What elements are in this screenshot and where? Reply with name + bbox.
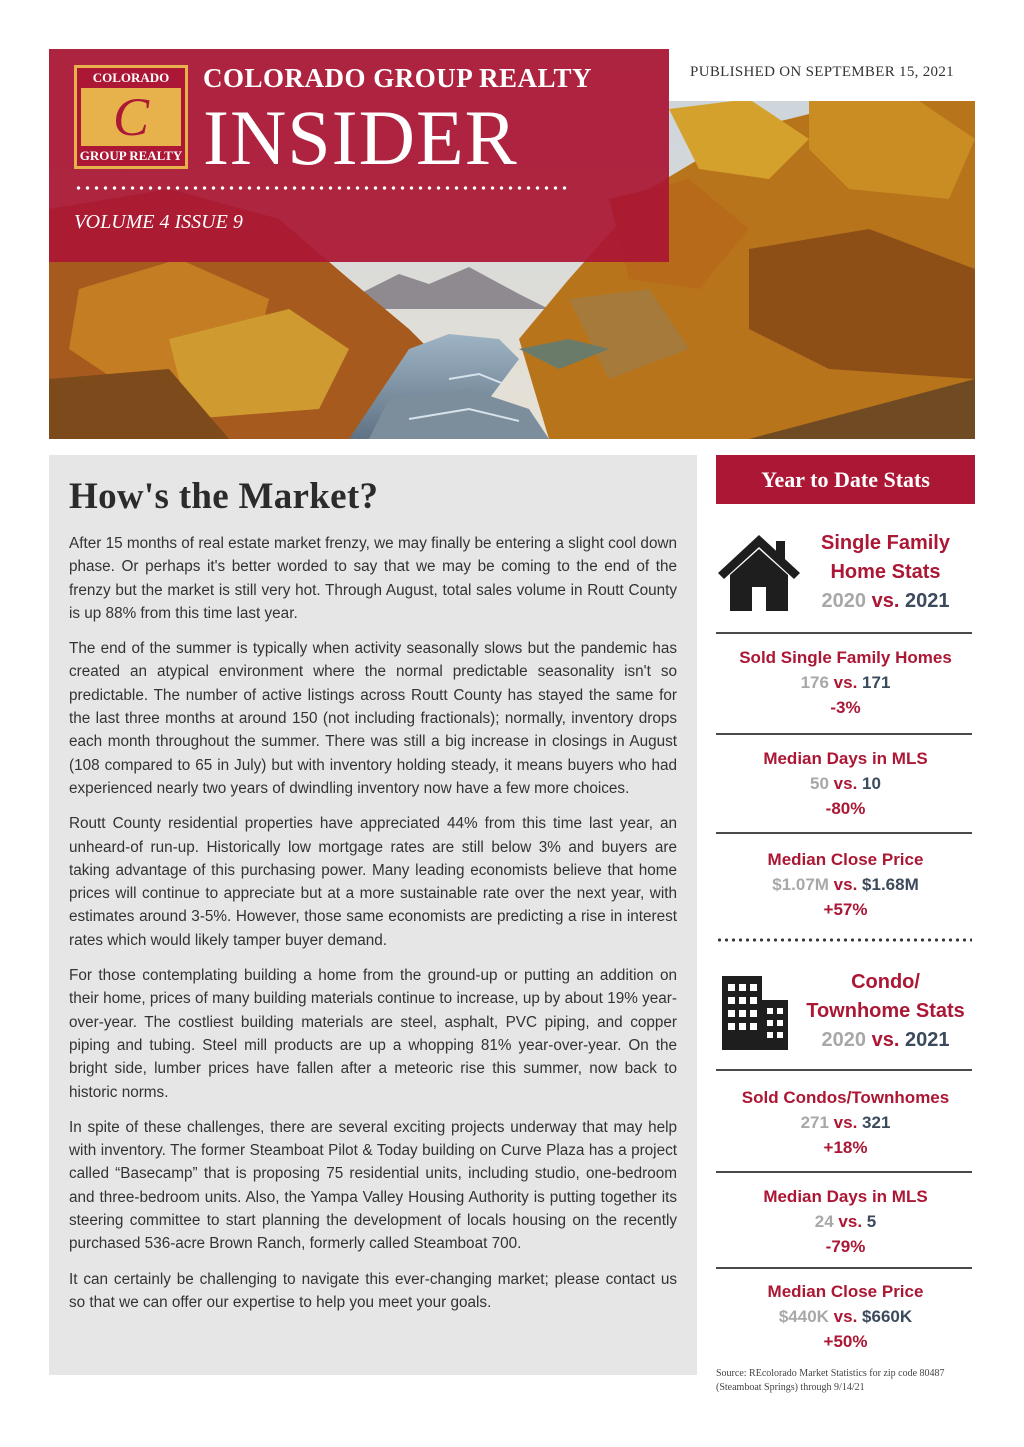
stat-label: Median Days in MLS	[763, 749, 928, 768]
divider	[716, 733, 972, 735]
divider	[716, 632, 972, 634]
volume-issue: VOLUME 4 ISSUE 9	[74, 211, 243, 233]
condo-stat-days	[716, 1184, 975, 1259]
article-heading: How's the Market?	[69, 476, 379, 517]
ytd-stats-sidebar	[716, 455, 975, 1351]
stat-change: -3%	[830, 698, 861, 717]
market-article	[49, 455, 697, 1375]
stat-values	[716, 771, 975, 796]
value-2020: $1.07M	[772, 875, 829, 894]
stat-label: Median Close Price	[767, 1282, 924, 1301]
stat-label: Median Days in MLS	[763, 1187, 928, 1206]
value-2021: $1.68M	[862, 875, 919, 894]
article-paragraph: In spite of these challenges, there are several exciting projects underway that may help with inventory. The former Steamboat Pilot & Today building on Curve Plaza has a project called “Basecamp” that is proposing 75 residential units, including studio, one-bedroom and three-bedroom units. Also, the Yampa Valley Housing Authority is putting together its steering committee to start planning the development of locals housing on the recently purchased 536-acre Brown Ranch, formerly called Steamboat 700.	[69, 1118, 677, 1253]
brand-name: COLORADO GROUP REALTY	[203, 63, 593, 93]
single-family-title-line1: Single Family	[821, 532, 950, 554]
sf-stat-sold	[716, 645, 975, 720]
value-2021: 10	[862, 774, 881, 793]
vs-label: vs.	[833, 1307, 858, 1326]
divider	[716, 1267, 972, 1269]
source-note: Source: REcolorado Market Statistics for zip code 80487 (Steamboat Springs) through 9/14/21	[716, 1368, 945, 1393]
condo-title-line2: Townhome Stats	[806, 1000, 965, 1022]
condo-years	[796, 1026, 975, 1055]
value-2021: $660K	[862, 1307, 913, 1326]
company-logo	[74, 65, 188, 169]
value-2020: 24	[814, 1212, 834, 1231]
value-2021: 321	[862, 1113, 891, 1132]
divider	[716, 1171, 972, 1173]
article-paragraph: The end of the summer is typically when activity seasonally slows but the pandemic has created an atypical environment where the normal predictable seasonality isn't so predictable. The number of active listings across Routt County has stayed the same for the last three months at around 150 (not including fractionals); normally, inventory drops each month throughout the summer. There was still a big increase in closings in August (108 compared to 65 in July) but with inventory holding steady, it means buyers who had experienced nearly two years of dwindling inventory now have a few more choices.	[69, 640, 677, 797]
stat-label: Sold Condos/Townhomes	[741, 1088, 950, 1107]
vs-label: vs.	[833, 673, 858, 692]
condo-header	[716, 968, 975, 1063]
stat-change: -79%	[825, 1237, 866, 1256]
vs-label: vs.	[833, 1113, 858, 1132]
masthead-banner	[49, 49, 669, 262]
building-icon	[716, 972, 796, 1052]
hero-banner	[49, 49, 975, 439]
year-2020: 2020	[821, 590, 867, 612]
article-paragraph: Routt County residential properties have appreciated 44% from this time last year, an unheard-of run-up. Historically low mortgage rates are still below 3% and buyers are taking advantage of this purchasing power. Many leading economists believe that home prices will continue to appreciate but at a more sustainable rate over the next year, with estimates around 3-5%. However, those same economists are predicting a rise in interest rates which would likely tamper buyer demand.	[69, 815, 677, 949]
house-icon	[716, 531, 802, 615]
logo-top-text: COLORADO	[92, 70, 170, 85]
stat-values	[716, 1209, 975, 1234]
single-family-title-line2: Home Stats	[830, 561, 941, 583]
article-paragraph: For those contemplating building a home from the ground-up or putting an addition on their home, prices of many building materials continue to increase, up by about 19% year-over-year. The costliest building materials are steel, asphalt, PVC piping, and copper piping and tubing. Steel mill products are up a whopping 81% year-over-year. On the bright side, lumber prices have fallen after a meteoric rise this summer, now back to historic norms.	[69, 967, 677, 1101]
value-2020: 271	[800, 1113, 829, 1132]
single-family-header	[716, 529, 975, 624]
vs-label: vs.	[871, 590, 900, 612]
condo-title-line1: Condo/	[851, 971, 920, 993]
sf-stat-price	[716, 847, 975, 922]
sidebar-heading: Year to Date Stats	[716, 455, 975, 504]
newsletter-title: INSIDER	[203, 94, 518, 181]
article-paragraph: It can certainly be challenging to navigate this ever-changing market; please contact us so that we can offer our expertise to help you meet your goals.	[69, 1270, 677, 1311]
year-2020: 2020	[821, 1029, 867, 1051]
sf-stat-days	[716, 746, 975, 821]
article-paragraph: After 15 months of real estate market frenzy, we may finally be entering a slight cool down phase. Or perhaps it's better worded to say that we may be coming to the end of the frenzy but the market is still very hot. Through August, total sales volume in Routt County is up 88% from this time last year.	[69, 535, 677, 622]
value-2021: 5	[866, 1212, 877, 1231]
stat-change: +57%	[823, 900, 868, 919]
stat-label: Sold Single Family Homes	[739, 648, 952, 667]
stat-values	[716, 670, 975, 695]
stat-label: Median Close Price	[767, 850, 924, 869]
logo-monogram: C	[81, 88, 181, 146]
vs-label: vs.	[838, 1212, 863, 1231]
stat-values	[716, 872, 975, 897]
year-2021: 2021	[904, 590, 950, 612]
value-2021: 171	[862, 673, 891, 692]
dotted-divider	[74, 186, 569, 190]
dotted-divider	[716, 938, 972, 942]
year-2021: 2021	[904, 1029, 950, 1051]
stat-values	[716, 1304, 975, 1329]
value-2020: 176	[800, 673, 829, 692]
vs-label: vs.	[833, 875, 858, 894]
stat-change: +18%	[823, 1138, 868, 1157]
value-2020: $440K	[778, 1307, 829, 1326]
stat-values	[716, 1110, 975, 1135]
divider	[716, 832, 972, 834]
single-family-years	[796, 587, 975, 616]
divider	[716, 1069, 972, 1071]
stat-change: +50%	[823, 1332, 868, 1351]
condo-stat-sold	[716, 1085, 975, 1160]
value-2020: 50	[810, 774, 829, 793]
vs-label: vs.	[833, 774, 858, 793]
published-date: PUBLISHED ON SEPTEMBER 15, 2021	[669, 49, 975, 101]
stat-change: -80%	[825, 799, 866, 818]
vs-label: vs.	[871, 1029, 900, 1051]
condo-stat-price	[716, 1279, 975, 1354]
logo-bottom-text: GROUP REALTY	[79, 148, 183, 163]
